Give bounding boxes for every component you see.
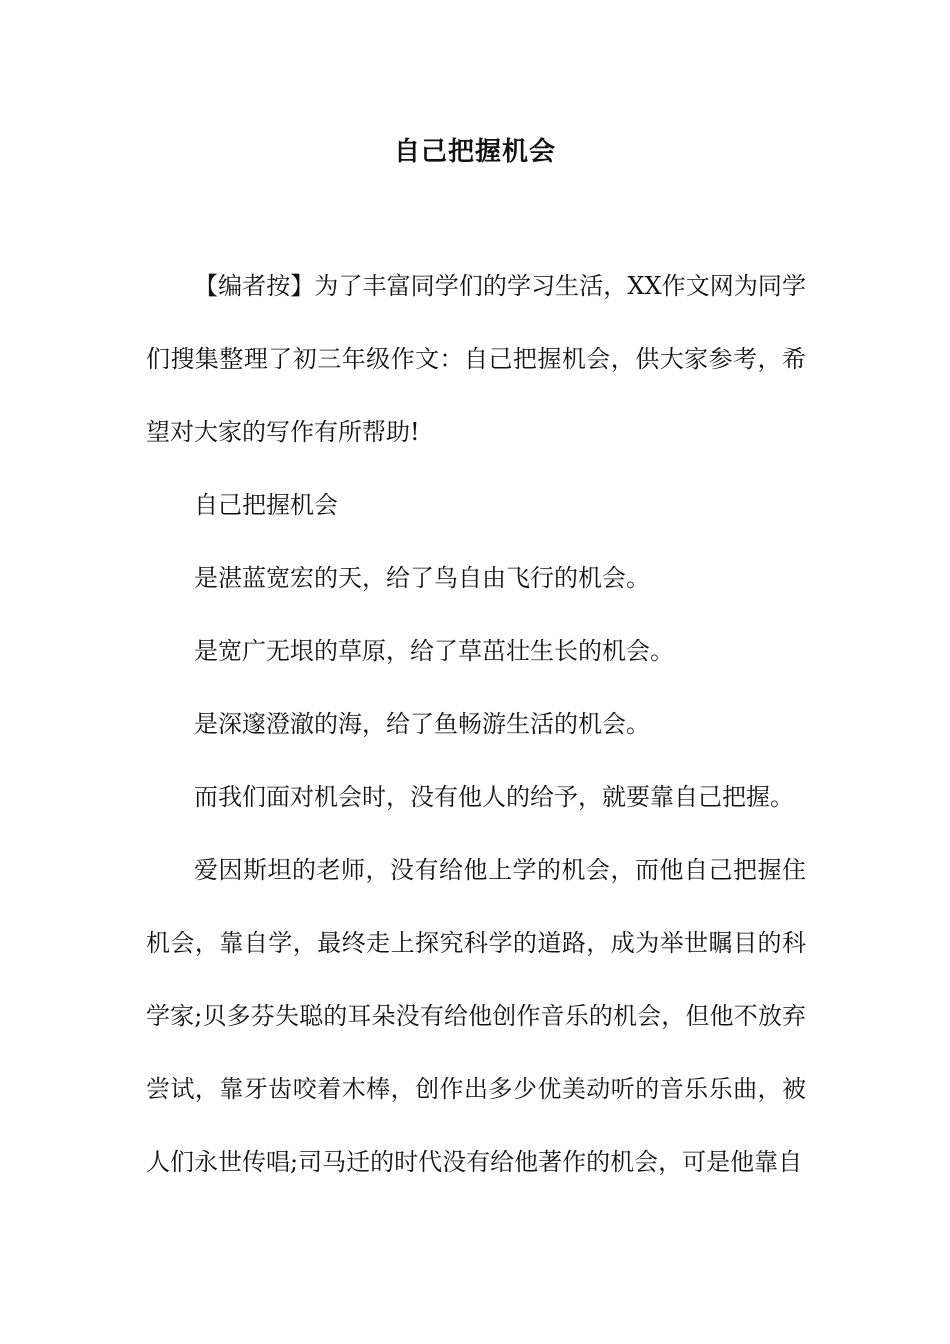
body-paragraph: 是湛蓝宽宏的天，给了鸟自由飞行的机会。 (194, 564, 650, 592)
essay-title-paragraph: 自己把握机会 (194, 491, 338, 519)
document-title: 自己把握机会 (393, 137, 556, 167)
body-paragraph: 是深邃澄澈的海，给了鱼畅游生活的机会。 (194, 710, 650, 738)
body-paragraph: 而我们面对机会时，没有他人的给予，就要靠自己把握。 (194, 783, 794, 811)
editor-note-paragraph: 【编者按】为了丰富同学们的学习生活，XX作文网为同学们搜集整理了初三年级作文：自己把握机会，供大家参考，希望对大家的写作有所帮助! (146, 272, 806, 446)
document-body (146, 250, 806, 1199)
body-paragraph: 爱因斯坦的老师，没有给他上学的机会，而他自己把握住机会，靠自学，最终走上探究科学的道路，成为举世瞩目的科学家;贝多芬失聪的耳朵没有给他创作音乐的机会，但他不放弃尝试，靠牙齿咬着木棒，创作出多少优美动听的音乐乐曲，被人们永世传唱;司马迁的时代没有给他著作的机会，可是他靠自 (146, 856, 806, 1176)
body-paragraph: 是宽广无垠的草原，给了草茁壮生长的机会。 (194, 637, 674, 665)
